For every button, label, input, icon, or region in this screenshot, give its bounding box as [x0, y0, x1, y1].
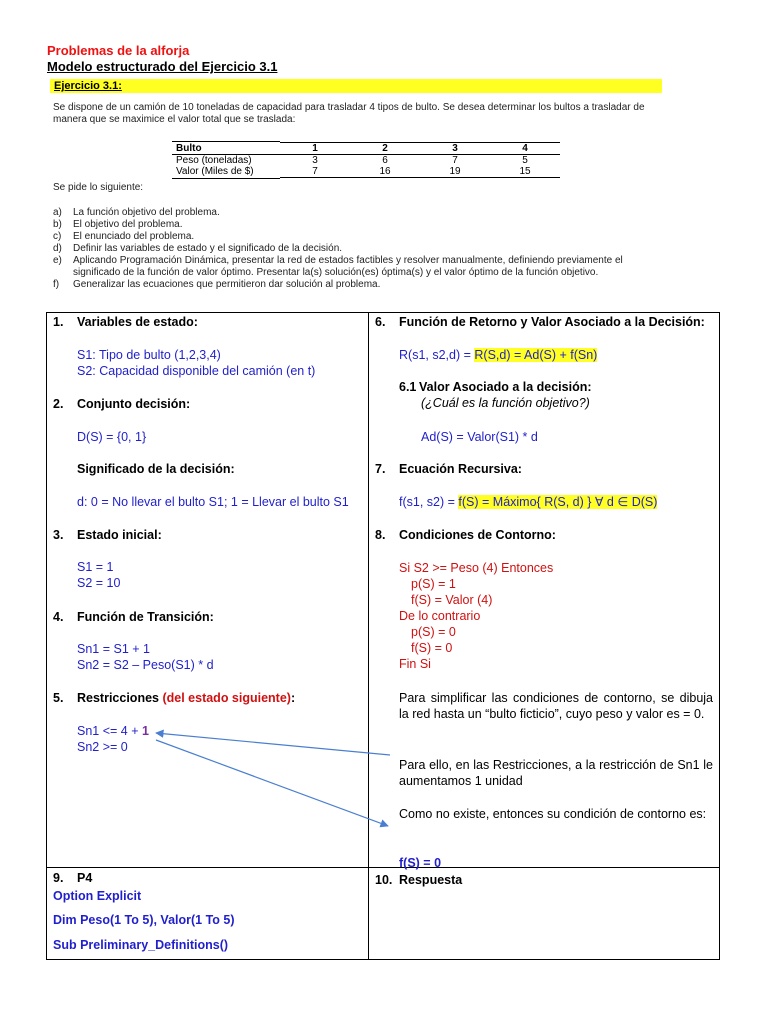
arrow-to-restriction	[156, 733, 390, 755]
section-3-heading: 3. Estado inicial:	[53, 528, 162, 542]
initial-s1: S1 = 1	[77, 560, 114, 574]
code-line: Option Explicit	[53, 889, 142, 903]
section-7-heading: 7. Ecuación Recursiva:	[375, 462, 522, 476]
restriction-sn2: Sn2 >= 0	[77, 740, 128, 754]
problem-intro: Se dispone de un camión de 10 toneladas de capacidad para trasladar 4 tipos de bulto. Se desea determinar los bultos a trasladar de manera que se maximice el valor total que se traslada:	[53, 102, 645, 125]
return-function: R(s1, s2,d) = R(S,d) = Ad(S) + f(Sn)	[399, 348, 598, 362]
page-title: Problemas de la alforja	[47, 43, 190, 58]
boundary-endif: Fin Si	[399, 657, 431, 671]
initial-s2: S2 = 10	[77, 576, 121, 590]
table-cell: 5	[522, 154, 528, 166]
item-text: El enunciado del problema.	[73, 231, 195, 242]
table-cell: Peso (toneladas)	[176, 155, 252, 166]
item-text: El objetivo del problema.	[73, 219, 183, 230]
section-2-heading: 2. Conjunto decisión:	[53, 397, 191, 411]
table-cell: Valor (Miles de $)	[172, 166, 280, 178]
table-cell: 3	[312, 154, 318, 166]
code-line: Sub Preliminary_Definitions()	[53, 938, 229, 952]
table-cell: 19	[420, 166, 490, 178]
boundary-else: De lo contrario	[399, 609, 481, 623]
return-function-highlight: R(S,d) = Ad(S) + f(Sn)	[474, 348, 598, 362]
asks-heading: Se pide lo siguiente:	[53, 182, 144, 193]
item-text: Aplicando Programación Dinámica, presentar la red de estados factibles y resolver manualmente, definiendo previamente el significado de la función de valor óptimo. Presentar la(s) solución(es) óptima(s) y el valor óptimo de la función objetivo.	[73, 255, 623, 278]
transition-sn2: Sn2 = S2 – Peso(S1) * d	[77, 658, 214, 672]
decision-set: D(S) = {0, 1}	[77, 430, 147, 444]
item-text: La función objetivo del problema.	[73, 207, 220, 218]
boundary-if: Si S2 >= Peso (4) Entonces	[399, 561, 554, 575]
boundary-f-valor: f(S) = Valor (4)	[411, 593, 493, 607]
code-line: Dim Peso(1 To 5), Valor(1 To 5)	[53, 913, 235, 927]
section-10-heading: 10. Respuesta	[375, 873, 463, 887]
objective-question: (¿Cuál es la función objetivo?)	[421, 396, 590, 410]
boundary-result: f(S) = 0	[399, 856, 442, 870]
table-header-cell: 3	[420, 142, 490, 155]
boundary-p1: p(S) = 1	[411, 577, 456, 591]
boundary-p0: p(S) = 0	[411, 625, 456, 639]
restriction-plus-one: 1	[141, 724, 149, 738]
item-text: Generalizar las ecuaciones que permitieron dar solución al problema.	[73, 279, 381, 290]
decision-meaning-heading: Significado de la decisión:	[77, 462, 235, 476]
page-subtitle: Modelo estructurado del Ejercicio 3.1	[47, 59, 278, 74]
section-5-heading: 5. Restricciones (del estado siguiente):	[53, 691, 296, 705]
section-6-1-heading: 6.1 Valor Asociado a la decisión:	[399, 380, 592, 394]
section-6-heading: 6. Función de Retorno y Valor Asociado a la Decisión:	[375, 315, 705, 329]
table-cell: 7	[452, 154, 458, 166]
section-4-heading: 4. Función de Transición:	[53, 610, 214, 624]
table-header-cell: 1	[280, 142, 350, 155]
table-header-cell: 2	[350, 142, 420, 155]
arrow-to-boundary	[156, 740, 388, 826]
exercise-label: Ejercicio 3.1:	[54, 80, 122, 92]
section-9-heading: 9. P4	[53, 871, 93, 885]
restriction-sn1: Sn1 <= 4 + 1	[77, 724, 149, 738]
state-var-s1: S1: Tipo de bulto (1,2,3,4)	[77, 348, 221, 362]
transition-sn1: Sn1 = S1 + 1	[77, 642, 150, 656]
item-letter: d)	[53, 243, 62, 254]
restriction-paragraph: Para ello, en las Restricciones, a la restricción de Sn1 le aumentamos 1 unidad	[399, 758, 713, 788]
boundary-f0: f(S) = 0	[411, 641, 453, 655]
table-header-cell: 4	[490, 142, 560, 155]
decision-meaning: d: 0 = No llevar el bulto S1; 1 = Llevar el bulto S1	[77, 495, 349, 509]
boundary-paragraph: Como no existe, entonces su condición de contorno es:	[399, 807, 707, 821]
simplification-paragraph: Para simplificar las condiciones de contorno, se dibuja la red hasta un “bulto ficticio”, cuyo peso y valor es = 0.	[399, 691, 713, 721]
table-cell: 16	[350, 166, 420, 178]
table-cell: 7	[280, 166, 350, 178]
section-1-heading: 1. Variables de estado:	[53, 315, 198, 329]
state-var-s2: S2: Capacidad disponible del camión (en t)	[77, 364, 316, 378]
section-8-heading: 8. Condiciones de Contorno:	[375, 528, 556, 542]
table-cell: 15	[490, 166, 560, 178]
table-cell: 6	[382, 154, 388, 166]
associated-value: Ad(S) = Valor(S1) * d	[421, 430, 538, 444]
item-letter: a)	[53, 207, 62, 218]
item-letter: c)	[53, 231, 62, 242]
recursive-equation-highlight: f(S) = Máximo{ R(S, d) } ∀ d ∈ D(S)	[458, 495, 658, 509]
table-header-cell: Bulto	[172, 142, 280, 155]
item-letter: e)	[53, 255, 62, 266]
item-text: Definir las variables de estado y el significado de la decisión.	[73, 243, 343, 254]
recursive-equation: f(s1, s2) = f(S) = Máximo{ R(S, d) } ∀ d ∈ D(S)	[399, 495, 658, 509]
item-letter: b)	[53, 219, 62, 230]
item-letter: f)	[53, 279, 60, 290]
